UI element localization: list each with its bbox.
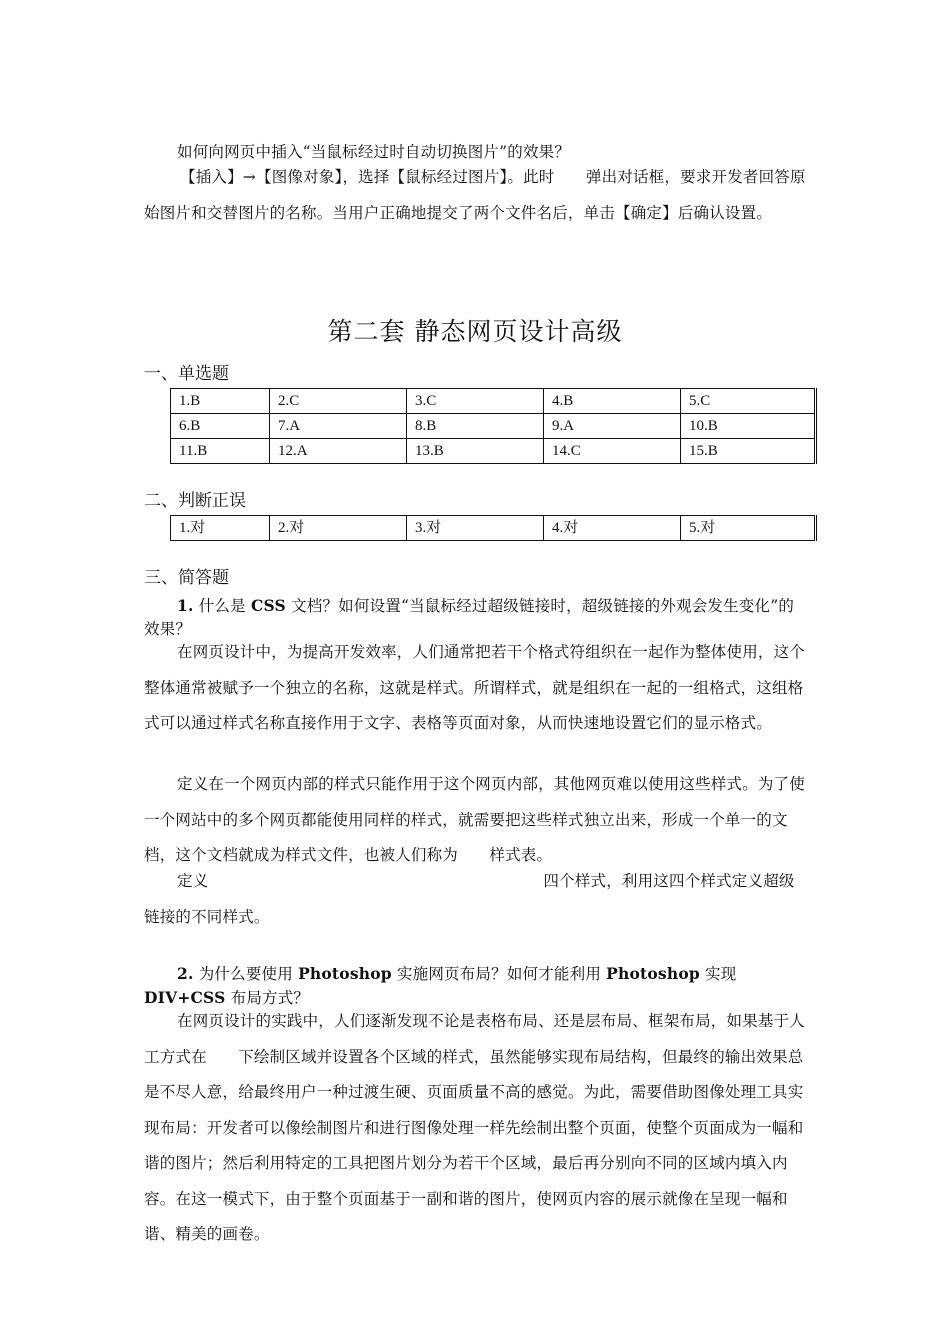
section2-answer-table bbox=[170, 515, 817, 541]
q2-keyword: Photoshop bbox=[606, 964, 700, 983]
table-cell: 6.B bbox=[171, 414, 270, 439]
table-cell: 2.对 bbox=[270, 516, 407, 541]
table-cell: 8.B bbox=[407, 414, 544, 439]
q2-text: 实现 bbox=[699, 965, 737, 983]
q1-number: 1. bbox=[177, 596, 194, 615]
q1-para3-start: 定义 bbox=[177, 872, 209, 890]
q2-text: 为什么要使用 bbox=[193, 965, 299, 983]
q2-question bbox=[144, 962, 809, 1010]
q2-text: 实施网页布局？如何才能利用 bbox=[391, 965, 607, 983]
table-cell: 14.C bbox=[544, 439, 681, 464]
q1-answer-para2: 定义在一个网页内部的样式只能作用于这个网页内部，其他网页难以使用这些样式。为了使一个网站中的多个网页都能使用同样的样式，就需要把这些样式独立出来，形成一个单一的文档，这个文档就成为样式文件，也被人们称为 样式表。 bbox=[144, 775, 806, 864]
top-question: 如何向网页中插入“当鼠标经过时自动切换图片”的效果？ bbox=[177, 143, 571, 161]
q2-keyword: Photoshop bbox=[298, 964, 392, 983]
q1-keyword: CSS bbox=[250, 596, 286, 615]
table-cell: 5.C bbox=[681, 389, 816, 414]
table-row bbox=[171, 439, 816, 464]
table-row bbox=[171, 516, 816, 541]
table-cell: 4.B bbox=[544, 389, 681, 414]
top-answer: 【插入】→【图像对象】，选择【鼠标经过图片】。此时 弹出对话框，要求开发者回答原始图片和交替图片的名称。当用户正确地提交了两个文件名后，单击【确定】后确认设置。 bbox=[144, 168, 806, 222]
table-cell: 3.C bbox=[407, 389, 544, 414]
q2-number: 2. bbox=[177, 964, 194, 983]
table-cell: 7.A bbox=[270, 414, 407, 439]
table-cell: 10.B bbox=[681, 414, 816, 439]
q2-answer-para1: 在网页设计的实践中，人们逐渐发现不论是表格布局、还是层布局、框架布局，如果基于人工方式在 下绘制区域并设置各个区域的样式，虽然能够实现布局结构，但最终的输出效果总是不尽人意，给最终用户一种过渡生硬、页面质量不高的感觉。为此，需要借助图像处理工具实现布局：开发者可以像绘制图片和进行图像处理一样先绘制出整个页面，使整个页面成为一幅和谐的图片；然后利用特定的工具把图片划分为若干个区域，最后再分别向不同的区域内填入内容。在这一模式下，由于整个页面基于一副和谐的图片，使网页内容的展示就像在呈现一幅和谐、精美的画卷。 bbox=[144, 1012, 806, 1243]
section2-heading: 二、判断正误 bbox=[144, 491, 246, 511]
section3-heading: 三、简答题 bbox=[144, 568, 229, 588]
q2-text: 布局方式？ bbox=[225, 989, 310, 1007]
q2-keyword: DIV+CSS bbox=[144, 988, 226, 1007]
table-cell: 12.A bbox=[270, 439, 407, 464]
q1-answer-para3 bbox=[144, 864, 809, 935]
table-cell: 2.C bbox=[270, 389, 407, 414]
page-title: 第二套 静态网页设计高级 bbox=[327, 317, 623, 346]
q1-question bbox=[144, 594, 809, 641]
table-cell: 1.B bbox=[171, 389, 270, 414]
table-cell: 3.对 bbox=[407, 516, 544, 541]
section1-answer-table bbox=[170, 388, 817, 464]
table-cell: 9.A bbox=[544, 414, 681, 439]
table-cell: 5.对 bbox=[681, 516, 816, 541]
table-cell: 1.对 bbox=[171, 516, 270, 541]
table-cell: 15.B bbox=[681, 439, 816, 464]
q1-answer-para1: 在网页设计中，为提高开发效率，人们通常把若干个格式符组织在一起作为整体使用，这个整体通常被赋予一个独立的名称，这就是样式。所谓样式，就是组织在一起的一组格式，这组格式可以通过样式名称直接作用于文字、表格等页面对象，从而快速地设置它们的显示格式。 bbox=[144, 643, 806, 732]
table-cell: 4.对 bbox=[544, 516, 681, 541]
table-row bbox=[171, 389, 816, 414]
q1-para3-end: 四个样式，利用这四个样式定义超级链接的不同样式。 bbox=[144, 872, 795, 926]
table-cell: 11.B bbox=[171, 439, 270, 464]
table-cell: 13.B bbox=[407, 439, 544, 464]
section1-heading: 一、单选题 bbox=[144, 364, 229, 384]
table-row bbox=[171, 414, 816, 439]
q1-text: 什么是 bbox=[193, 597, 251, 615]
q1-text: 文档？如何设置“当鼠标经过超级链接时，超级链接的外观会发生变化”的效果？ bbox=[144, 597, 795, 638]
